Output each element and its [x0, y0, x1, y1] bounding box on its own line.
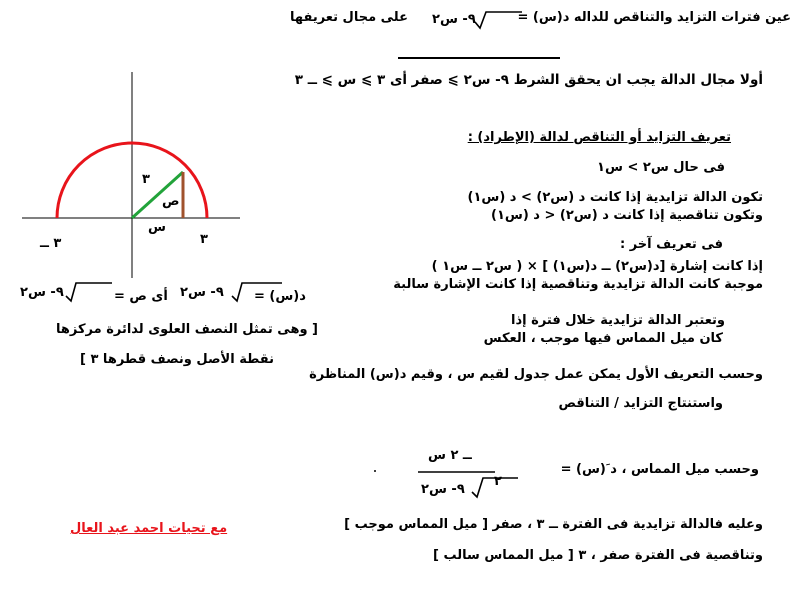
domain-condition-line: أولا مجال الدالة يجب ان يحقق الشرط ٩- س٢ ⩾ صفر أى ٣ ⩾ س ⩾ ــ ٣ [294, 72, 763, 88]
definition-other: فى تعريف آخر : [619, 237, 723, 252]
signature: مع تحيات احمد عبد العال [70, 521, 228, 536]
definition-slope-line2: كان ميل المماس فيها موجب ، العكس [483, 331, 723, 346]
graph-eq-left: د(س) = [254, 289, 306, 304]
graph-label-hypotenuse: ٣ [142, 172, 150, 187]
stray-dot [374, 470, 376, 472]
problem-title-part2: على مجال تعريفها [290, 10, 408, 25]
graph-eq-radicand-2: ٩- س٢ [20, 285, 64, 300]
derivative-numerator: ــ ٢ س [428, 448, 472, 463]
definition-increasing: تكون الدالة تزايدية إذا كانت د (س٢) > د (س١) [467, 190, 763, 205]
graph-label-y: ص [162, 194, 180, 209]
definition-sign-line: إذا كانت إشارة [د(س٢) ــ د(س١) ] × ( س٢ ــ س١ ) [431, 259, 763, 274]
graph-eq-radical-2 [66, 283, 112, 301]
definition-sign-result: موجبة كانت الدالة تزايدية وتناقصية إذا كانت الإشارة سالبة [393, 277, 763, 292]
graph-note-line1: [ وهى تمثل النصف العلوى لدائرة مركزها [56, 322, 318, 337]
graph-label-neg3: ٣ ــ [40, 236, 62, 251]
problem-title-part1: عين فترات التزايد والتناقص للداله د(س) = [517, 10, 791, 25]
definition-heading: تعريف التزايد أو التناقص لدالة (الإطراد) : [467, 130, 731, 145]
graph-label-pos3: ٣ [200, 232, 208, 247]
graph-note-line2: نقطة الأصل ونصف قطرها ٣ ] [80, 352, 275, 367]
problem-title-radicand: ٩- س٢ [432, 12, 476, 27]
derivative-denominator-coef: ٢ [494, 474, 502, 489]
derivative-denominator-radicand: ٩- س٢ [421, 482, 465, 497]
definition-table-line1: وحسب التعريف الأول يمكن عمل جدول لقيم س ، وقيم د(س) المناظرة [309, 367, 763, 382]
result-decreasing: وتناقصية فى الفترة صفر ، ٣ [ ميل المماس سالب ] [433, 548, 763, 563]
derivative-label: وحسب ميل المماس ، د َ(س) = [560, 462, 759, 477]
graph-label-x: س [148, 220, 166, 235]
definition-table-line2: واستنتاج التزايد / التناقص [558, 396, 723, 411]
definition-slope-line1: وتعتبر الدالة تزايدية خلال فترة إذا [511, 313, 725, 328]
definition-case: فى حال س٢ > س١ [597, 160, 725, 175]
graph-eq-radicand-1: ٩- س٢ [180, 285, 224, 300]
graph-eq-mid: أى ص = [114, 289, 168, 304]
title-radical-sign [475, 12, 522, 28]
result-increasing: وعليه فالدالة تزايدية فى الفترة ــ ٣ ، صفر [ ميل المماس موجب ] [344, 517, 763, 532]
definition-decreasing: وتكون تناقصية إذا كانت د (س٢) < د (س١) [491, 208, 763, 223]
